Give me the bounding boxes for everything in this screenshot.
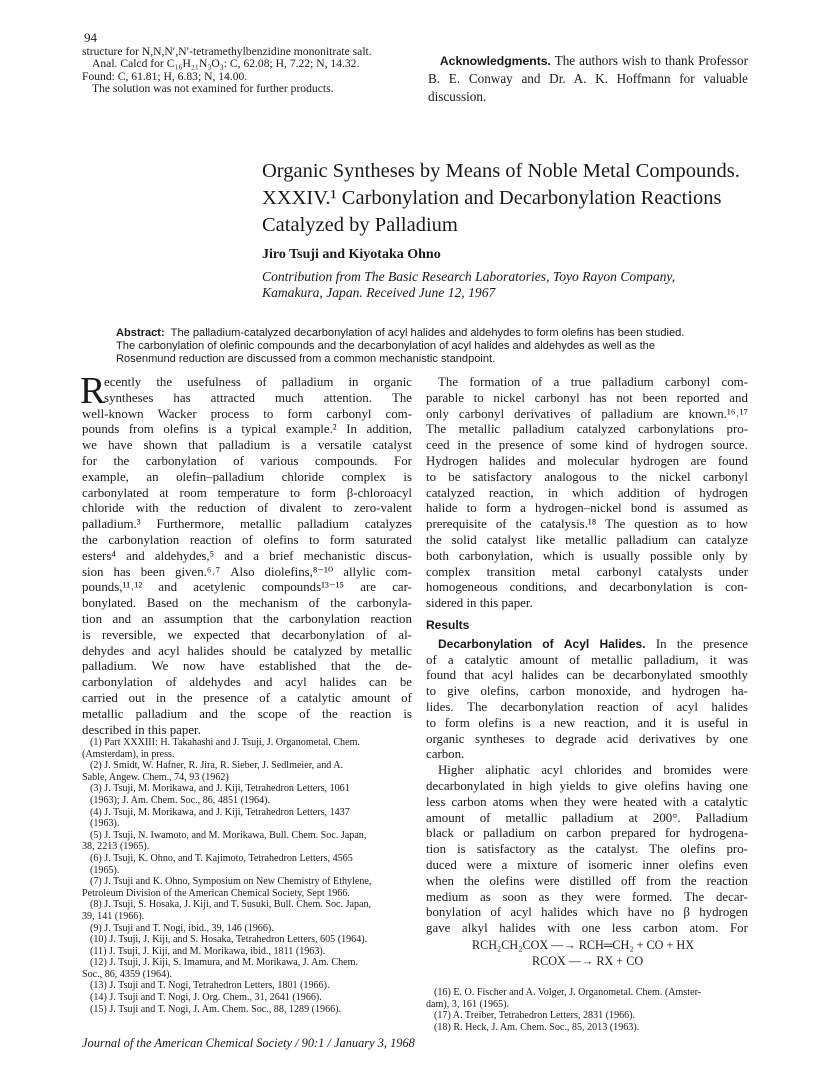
drop-cap: R [80, 370, 106, 412]
text-line: of a catalytic amount of metallic palladium, it was [426, 652, 748, 667]
footnote-line: (2) J. Smidt, W. Hafner, R. Jira, R. Sieber, J. Sedlmeier, and A. [90, 760, 344, 772]
abstract-line [116, 327, 716, 340]
text-line: to form olefins is a new reaction, and it is useful in [426, 715, 748, 730]
text-line: metallic palladium and the scope of the reaction is [82, 706, 412, 721]
footnote-line: Petroleum Division of the American Chemical Society, Sept 1966. [82, 887, 350, 899]
text-line: Found: C, 61.81; H, 6.83; N, 14.00. [82, 70, 248, 83]
acknowledgments-label: Acknowledgments. [439, 54, 551, 68]
text-line: medium as soon as they were formed. The decar- [426, 889, 748, 904]
acknowledgments-text: The authors wish to thank Professor B. E. Conway and Dr. A. K. Hoffmann for valuable discussion. [428, 53, 749, 104]
footnote-line: (12) J. Tsuji, J. Kiji, S. Imamura, and M. Morikawa, J. Am. Chem. [90, 957, 358, 969]
text-line: catalyzed reaction, in which addition of hydrogen [426, 485, 748, 500]
affiliation [262, 269, 742, 301]
text-line: The metallic palladium catalyzed carbonylations pro- [426, 422, 748, 437]
affiliation-line: Contribution from The Basic Research Laboratories, Toyo Rayon Company, [262, 269, 676, 284]
text-line: black or palladium on carbon prepared for hydrogena- [426, 826, 748, 841]
text-line: sion has been given.⁶˒⁷ Also diolefins,⁸⁻¹⁰ allylic com- [82, 564, 412, 579]
footnote-line: (1965). [90, 864, 120, 876]
text-line: prerequisite of the catalysis.¹⁸ The question as to how [426, 517, 748, 532]
text-line: when the olefins were distilled off from the reaction [426, 873, 748, 888]
text-line: for the carbonylation of various compounds. For [82, 453, 412, 468]
footnote-line: (1963). [90, 818, 120, 830]
footnote-line: (13) J. Tsuji and T. Nogi, Tetrahedron Letters, 1801 (1966). [90, 980, 330, 992]
text-line: Hydrogen halides and molecular hydrogen are found [426, 453, 748, 468]
footnote-line: Sable, Angew. Chem., 74, 93 (1962) [82, 771, 229, 783]
text-line: is reversible, we expected that decarbonylation of al- [82, 627, 412, 642]
text-line: structure for N,N,N′,N′-tetramethylbenzidine mononitrate salt. [82, 46, 372, 58]
text-line: parable to nickel carbonyl has not been reported and [426, 390, 748, 405]
text-line: Decarbonylation of Acyl Halides. In the presence [438, 636, 748, 651]
text-line: complex transition metal carbonyl catalysts under [426, 564, 748, 579]
text-line: lides. The decarbonylation reaction of acyl halides [426, 699, 748, 714]
text-line: organic syntheses to degrade acid derivatives by one [426, 731, 748, 746]
footnote-line: (4) J. Tsuji, M. Morikawa, and J. Kiji, Tetrahedron Letters, 1437 [90, 806, 350, 818]
authors: Jiro Tsuji and Kiyotaka Ohno [262, 247, 441, 262]
text-line: bonylation of acyl halides which have no β hydrogen [426, 905, 748, 920]
body-left-column [82, 375, 412, 738]
affiliation-line: Kamakura, Japan. Received June 12, 1967 [262, 285, 496, 300]
text-line: well-known Wacker process to form carbonyl com- [82, 406, 412, 421]
footnote-line: dam), 3, 161 (1965). [426, 998, 509, 1010]
body-right-column [426, 375, 748, 969]
text-line: Higher aliphatic acyl chlorides and bromides were [438, 763, 748, 778]
text-line: The solution was not examined for further products. [92, 83, 334, 96]
text-line: gave alkyl halides with one less carbon atom. For [426, 921, 748, 936]
footnote-line: 38, 2213 (1965). [82, 841, 150, 853]
text-line: example, an olefin–palladium chloride complex is [82, 469, 412, 484]
experimental-end-text [82, 46, 422, 96]
footnote-line: (10) J. Tsuji, J. Kiji, and S. Hosaka, Tetrahedron Letters, 605 (1964). [90, 934, 368, 946]
abstract-label: Abstract: [116, 327, 165, 339]
acknowledgments [428, 52, 748, 106]
text-line: bonylated. Based on the mechanism of the carbonyla- [82, 596, 412, 611]
footnote-line: (8) J. Tsuji, S. Hosaka, J. Kiji, and T. Susuki, Bull. Chem. Soc. Japan, [90, 899, 372, 911]
text-line: to give olefins, carbon monoxide, and hydrogen ha- [426, 684, 748, 699]
text-line: we have shown that palladium is a versatile catalyst [82, 438, 412, 453]
results-heading: Results [426, 617, 470, 632]
footnotes-right [426, 987, 748, 1033]
text-line: pounds from olefins is a typical example.² In addition, [82, 422, 412, 437]
footnote-line: (6) J. Tsuji, K. Ohno, and T. Kajimoto, Tetrahedron Letters, 4565 [90, 852, 353, 864]
text-line: pounds,¹¹˒¹² and acetylenic compounds¹³⁻¹⁵ are car- [82, 580, 412, 595]
footnote-line: (9) J. Tsuji and T. Nogi, ibid., 39, 146 (1966). [90, 922, 274, 934]
title-line: Organic Syntheses by Means of Noble Metal Compounds. [262, 160, 740, 182]
footnote-line: (17) A. Treiber, Tetrahedron Letters, 2831 (1966). [434, 1010, 636, 1022]
text-line: described in this paper. [82, 722, 201, 737]
text-line: carbonylated at room temperature to form β-chloroacyl [82, 485, 412, 500]
article-title [262, 158, 762, 239]
footnote-line: (18) R. Heck, J. Am. Chem. Soc., 85, 2013 (1963). [434, 1021, 640, 1033]
text-line: less carbon atoms when they were heated with a catalytic [426, 794, 748, 809]
footnote-line: (15) J. Tsuji and T. Nogi, J. Am. Chem. Soc., 88, 1289 (1966). [90, 1003, 342, 1015]
text-line: the carbonylation reaction of olefins to form saturated [82, 532, 412, 547]
text-line: to be satisfactory analogous to the nickel carbonyl [426, 469, 748, 484]
abstract-line: The carbonylation of olefinic compounds and the decarbonylation of acyl halides and aldehydes as well as the [116, 340, 656, 352]
text-line: carbon. [426, 747, 465, 762]
footnote-line: Soc., 86, 4359 (1964). [82, 968, 172, 980]
text-line: The formation of a true palladium carbonyl com- [438, 375, 748, 389]
footnote-line: (14) J. Tsuji and T. Nogi, J. Org. Chem., 31, 2641 (1966). [90, 992, 322, 1004]
abstract-text: The palladium-catalyzed decarbonylation of acyl halides and aldehydes to form olefins has been studied. [170, 327, 685, 339]
abstract-line: Rosenmund reduction are discussed from a common mechanistic standpoint. [116, 353, 496, 365]
text-line: halide to form a hydrogen–nickel bond is assumed as [426, 501, 748, 516]
abstract [116, 327, 716, 366]
footnote-line: (5) J. Tsuji, N. Iwamoto, and M. Morikawa, Bull. Chem. Soc. Japan, [90, 829, 367, 841]
text-line: chloride with the reduction of divalent to zero-valent [82, 501, 412, 516]
chemical-equation: RCOX —→ RX + CO [532, 953, 644, 968]
text-line: sidered in this paper. [426, 596, 533, 611]
text-line: Anal. Calcd for C₁₆H₂₁N₃O₃: C, 62.08; H, 7.22; N, 14.32. [92, 58, 360, 71]
page-number: 94 [84, 30, 97, 45]
footnote-line: (3) J. Tsuji, M. Morikawa, and J. Kiji, Tetrahedron Letters, 1061 [90, 783, 350, 795]
text-line: palladium. We now have established that the de- [82, 659, 412, 674]
footnote-line: 39, 141 (1966). [82, 910, 145, 922]
text-line: only carbonyl derivatives of palladium are known.¹⁶˒¹⁷ [426, 406, 748, 421]
text-line: found that acyl halides can be decarbonylated smoothly [426, 668, 748, 683]
text-line: decarbonylated in high yields to give olefins having one [426, 778, 748, 793]
title-line: Catalyzed by Palladium [262, 214, 458, 236]
text-line: carried out in the presence of a catalytic amount of [82, 690, 412, 705]
text-line: syntheses has attracted much attention. The [104, 390, 412, 405]
text-line: homogeneous conditions, and decarbonylation is con- [426, 580, 748, 595]
footnote-line: (16) E. O. Fischer and A. Volger, J. Organometal. Chem. (Amster- [434, 987, 702, 998]
text-line: ecently the usefulness of palladium in organic [104, 375, 412, 389]
footnote-line: (1) Part XXXIII: H. Takahashi and J. Tsuji, J. Organometal. Chem. [90, 737, 360, 748]
text-line: ceed in the presence of some kind of hydrogen source. [426, 438, 748, 453]
text-line: palladium.³ Furthermore, metallic palladium catalyzes [82, 517, 412, 532]
chemical-equation: RCH₂CH₂COX —→ RCH═CH₂ + CO + HX [472, 937, 695, 952]
footnote-line: (1963); J. Am. Chem. Soc., 86, 4851 (1964). [90, 794, 270, 806]
text-line: both carbonylation, which is usually possible only by [426, 548, 748, 563]
text-line: esters⁴ and aldehydes,⁵ and a brief mechanistic discus- [82, 548, 412, 563]
journal-footer: Journal of the American Chemical Society / 90:1 / January 3, 1968 [82, 1036, 415, 1050]
text-line: the solid catalyst like metallic palladium can catalyze [426, 532, 748, 547]
text-line: duced were a mixture of isomeric inner olefins even [426, 857, 748, 872]
title-line: XXXIV.¹ Carbonylation and Decarbonylation Reactions [262, 187, 722, 209]
text-line: carbonylation of aldehydes and acyl halides can be [82, 675, 412, 690]
text-line: tion is satisfactory as the catalyst. The olefins pro- [426, 842, 748, 857]
footnote-line: (11) J. Tsuji, J. Kiji, and M. Morikawa, ibid., 1811 (1963). [90, 945, 326, 957]
text-line: dehydes and acyl halides should be catalyzed by metallic [82, 643, 412, 658]
text-line: amount of metallic palladium at 200°. Palladium [426, 810, 748, 825]
footnotes-left [82, 737, 414, 1015]
text-line: tion and an assumption that the carbonylation reaction [82, 611, 412, 626]
footnote-line: (7) J. Tsuji and K. Ohno, Symposium on New Chemistry of Ethylene, [90, 876, 372, 888]
footnote-line: (Amsterdam), in press. [82, 748, 175, 760]
